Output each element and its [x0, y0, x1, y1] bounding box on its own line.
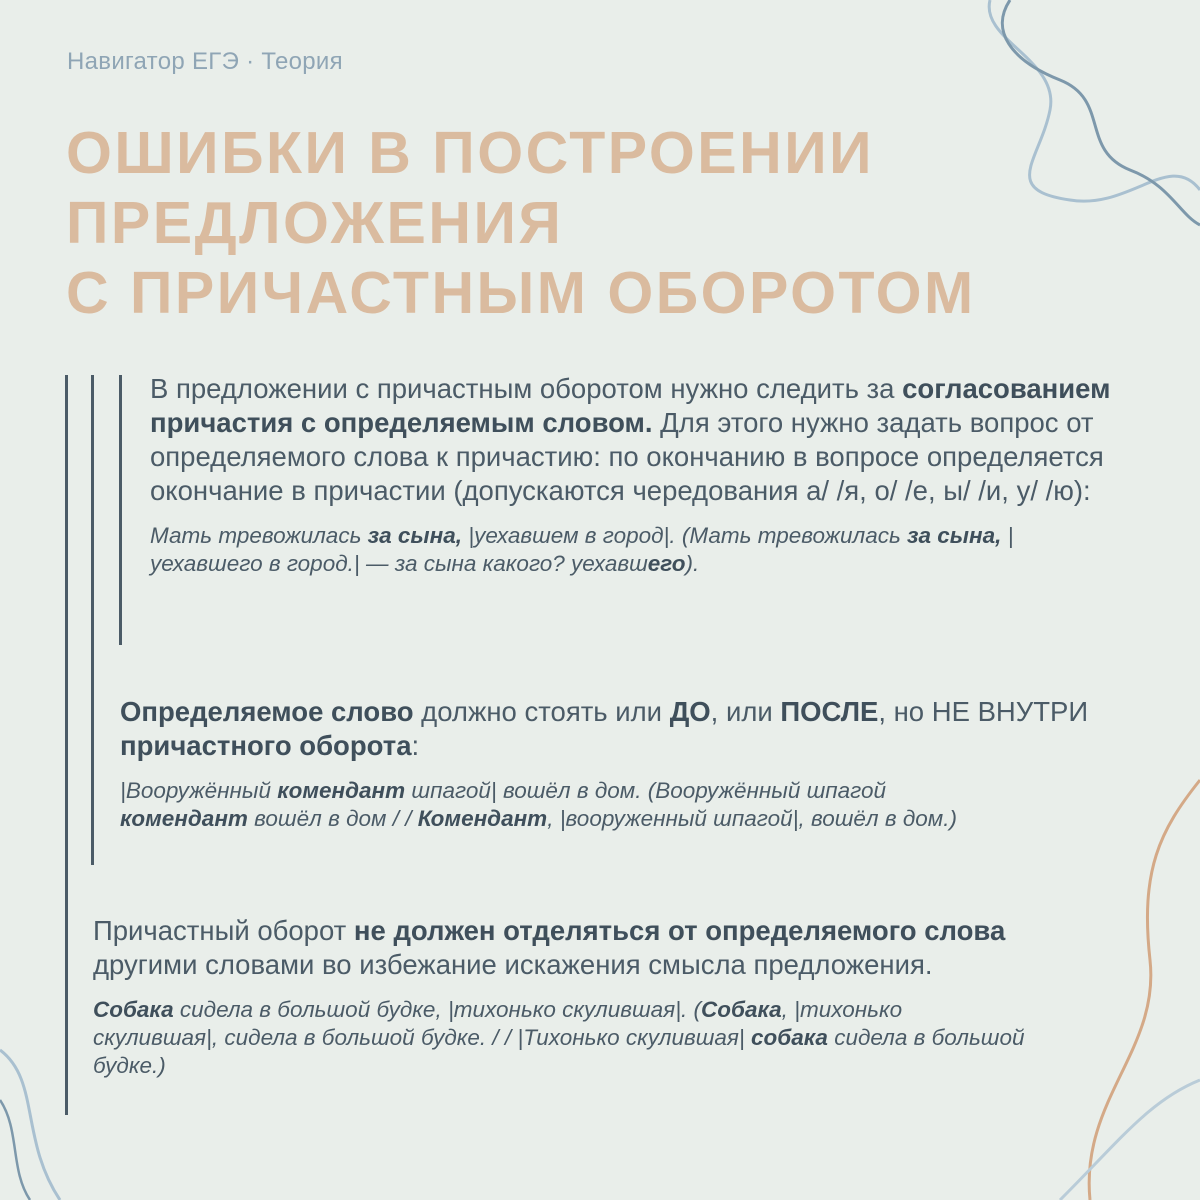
bold-text: ПОСЛЕ	[780, 696, 879, 727]
bold-text: причастного оборота	[120, 730, 412, 761]
example-text	[150, 522, 1070, 578]
blue-curve-top	[989, 0, 1200, 201]
bold-text: ДО	[669, 696, 711, 727]
title-line: ОШИБКИ В ПОСТРОЕНИИ	[66, 120, 875, 186]
section-position	[120, 695, 1100, 833]
bold-text: за сына,	[367, 523, 462, 548]
text-segment: должно стоять или	[413, 696, 670, 727]
page-title	[66, 118, 976, 328]
text-segment: сидела в большой будке, |тихонько скулившая|. (	[173, 997, 702, 1022]
bold-text: Собака	[93, 997, 174, 1022]
bold-text: не должен отделяться от определяемого слова	[353, 915, 1006, 946]
tan-curve-right	[1089, 780, 1200, 1200]
rule-text	[150, 372, 1140, 508]
bold-text: согласованием причастия с определяемым словом.	[150, 373, 1111, 438]
bold-text: за сына,	[907, 523, 1002, 548]
section-separation	[93, 914, 1063, 1080]
text-segment: |уехавшего в город.| — за сына какого? уехавш	[150, 523, 1014, 576]
title-line: ПРЕДЛОЖЕНИЯ	[66, 190, 564, 256]
bold-text: комендант	[120, 806, 248, 831]
text-segment: :	[411, 730, 420, 761]
text-segment: В предложении с причастным оборотом нужно следить за	[150, 373, 903, 404]
rule-text	[93, 914, 1063, 982]
text-segment: Причастный оборот	[93, 915, 354, 946]
bold-text: собака	[751, 1025, 828, 1050]
header-caption: Навигатор ЕГЭ · Теория	[67, 48, 343, 75]
blue-curve-right	[1060, 1080, 1200, 1200]
text-segment: , |тихонько скулившая|, сидела в большой будке. / / |Тихонько скулившая|	[93, 997, 903, 1050]
bold-text: комендант	[277, 778, 406, 803]
section-agreement	[150, 372, 1140, 578]
text-segment: шпагой| вошёл в дом. (Вооружённый шпагой	[405, 778, 887, 803]
rule-text	[120, 695, 1100, 763]
text-segment: Мать тревожилась	[150, 523, 368, 548]
text-segment: , или	[710, 696, 781, 727]
title-line: С ПРИЧАСТНЫМ ОБОРОТОМ	[66, 260, 976, 326]
text-segment: другими словами во избежание искажения смысла предложения.	[93, 949, 933, 980]
example-text	[93, 996, 1033, 1080]
text-segment: |уехавшем в город|. (Мать тревожилась	[462, 523, 908, 548]
text-segment: |Вооружённый	[120, 778, 278, 803]
bold-text: его	[647, 551, 686, 576]
bold-text: Комендант	[417, 806, 548, 831]
text-segment: , но НЕ ВНУТРИ	[878, 696, 1089, 727]
divider-line-inner	[119, 375, 122, 645]
text-segment: сидела в большой будке.)	[93, 1025, 1025, 1078]
slate-curve-left	[0, 1100, 30, 1200]
bold-text: Собака	[701, 997, 782, 1022]
text-segment: вошёл в дом / /	[247, 806, 418, 831]
text-segment: Для этого нужно задать вопрос от определяемого слова к причастию: по окончанию в вопросе определяется окончание в причастии (допускаются чередования а/ /я, о/ /е, ы/ /и, у/ /ю):	[150, 407, 1104, 506]
divider-line-outer	[65, 375, 68, 1115]
blue-curve-left	[0, 1050, 60, 1200]
slate-curve-top	[1002, 0, 1200, 225]
bold-text: Определяемое слово	[120, 696, 414, 727]
divider-line-middle	[91, 375, 94, 865]
text-segment: ).	[685, 551, 700, 576]
example-text	[120, 777, 1000, 833]
text-segment: , |вооруженный шпагой|, вошёл в дом.)	[547, 806, 957, 831]
